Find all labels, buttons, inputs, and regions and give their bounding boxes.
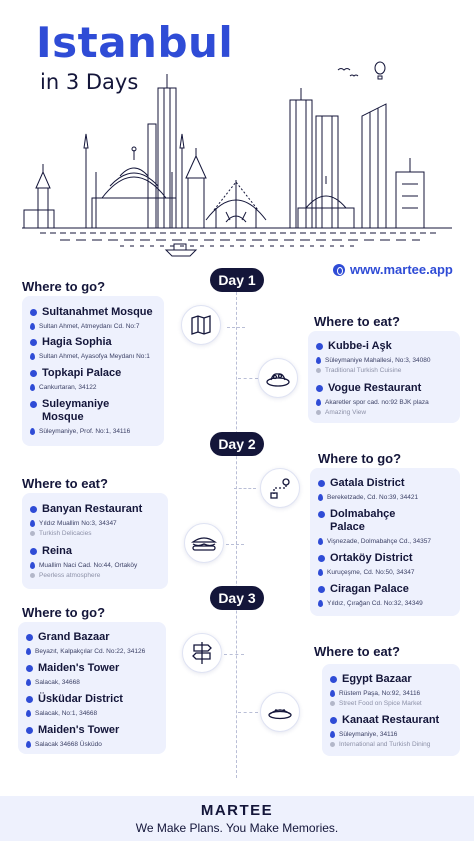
location-pin-icon bbox=[30, 384, 35, 391]
day-3-eat-card bbox=[322, 664, 460, 756]
location-pin-icon bbox=[26, 710, 31, 717]
location-pin-icon bbox=[30, 353, 35, 360]
map-icon-badge bbox=[181, 305, 221, 345]
list-item: Topkapi Palace Cankurtaran, 34122 bbox=[30, 367, 121, 391]
day-3-go-heading: Where to go? bbox=[22, 605, 106, 620]
website-text: www.martee.app bbox=[350, 262, 453, 277]
list-item: Üsküdar District Salacak, No:1, 34668 bbox=[26, 693, 123, 717]
page-title: Istanbul bbox=[36, 18, 234, 67]
sandwich-icon bbox=[191, 533, 217, 553]
footer-brand: MARTEE bbox=[200, 802, 274, 819]
connector-line bbox=[224, 654, 244, 655]
location-pin-icon bbox=[26, 741, 31, 748]
day-1-label: Day 1 bbox=[210, 268, 264, 292]
location-pin-icon bbox=[316, 357, 321, 364]
list-item: Egypt Bazaar Rüstem Paşa, No:92, 34116 Street Food on Spice Market bbox=[330, 673, 422, 707]
day-2-eat-card bbox=[22, 493, 168, 589]
location-pin-icon bbox=[30, 520, 35, 527]
list-item: Grand Bazaar Beyazıt, Kalpakçılar Cd. No:22, 34126 bbox=[26, 631, 145, 655]
location-pin-icon bbox=[330, 731, 335, 738]
day-1-go-heading: Where to go? bbox=[22, 279, 106, 294]
connector-line bbox=[226, 544, 244, 545]
route-icon bbox=[268, 476, 292, 500]
connector-line bbox=[227, 327, 245, 328]
location-pin-icon bbox=[30, 323, 35, 330]
footer-tagline: We Make Plans. You Make Memories. bbox=[135, 821, 339, 835]
list-item: Sultanahmet Mosque Sultan Ahmet, Atmeydanı Cd. No:7 bbox=[30, 306, 153, 330]
sandwich-icon-badge bbox=[184, 523, 224, 563]
footer bbox=[0, 796, 474, 841]
location-pin-icon bbox=[318, 600, 323, 607]
list-item: Kubbe-i Aşk Süleymaniye Mahallesi, No:3, 34080 Traditional Turkish Cuisine bbox=[316, 340, 431, 374]
day-1-go-card bbox=[22, 296, 164, 446]
day-2-go-heading: Where to go? bbox=[318, 451, 402, 466]
day-2-go-card bbox=[310, 468, 460, 616]
location-pin-icon bbox=[330, 690, 335, 697]
location-pin-icon bbox=[318, 538, 323, 545]
list-item: Kanaat Restaurant Süleymaniye, 34116 International and Turkish Dining bbox=[330, 714, 439, 748]
list-item: Ciragan Palace Yıldız, Çırağan Cd. No:32, 34349 bbox=[318, 583, 423, 607]
dish-icon-badge bbox=[260, 692, 300, 732]
location-pin-icon bbox=[316, 399, 321, 406]
location-pin-icon bbox=[26, 648, 31, 655]
day-2-eat-heading: Where to eat? bbox=[22, 476, 108, 491]
day-3-go-card bbox=[18, 622, 166, 754]
day-1-eat-heading: Where to eat? bbox=[314, 314, 400, 329]
signpost-icon-badge bbox=[182, 633, 222, 673]
list-item: Banyan Restaurant Yıldız Muallim No:3, 34347 Turkish Delicacies bbox=[30, 503, 142, 537]
connector-line bbox=[238, 378, 258, 379]
day-3-eat-heading: Where to eat? bbox=[314, 644, 400, 659]
list-item: Dolmabahçe Palace Vişnezade, Dolmabahçe Cd., 34357 bbox=[318, 508, 418, 545]
istanbul-skyline-illustration bbox=[0, 60, 474, 270]
dish-icon bbox=[267, 702, 293, 722]
location-pin-icon bbox=[318, 569, 323, 576]
globe-icon bbox=[333, 264, 345, 276]
connector-line bbox=[238, 712, 258, 713]
food-plate-icon bbox=[265, 367, 291, 389]
list-item: Vogue Restaurant Akaretler spor cad. no:92 BJK plaza Amazing View bbox=[316, 382, 429, 416]
location-pin-icon bbox=[318, 494, 323, 501]
list-item: Reina Muallim Naci Cad. No:44, Ortaköy Peerless atmosphere bbox=[30, 545, 137, 579]
day-2-label: Day 2 bbox=[210, 432, 264, 456]
website-link[interactable] bbox=[333, 262, 453, 277]
list-item: Suleymaniye Mosque Süleymaniye, Prof. No:1, 34116 bbox=[30, 398, 140, 435]
connector-line bbox=[234, 488, 256, 489]
day-3-label: Day 3 bbox=[210, 586, 264, 610]
day-1-eat-card bbox=[308, 331, 460, 423]
route-icon-badge bbox=[260, 468, 300, 508]
location-pin-icon bbox=[26, 679, 31, 686]
food-icon-badge bbox=[258, 358, 298, 398]
list-item: Ortaköy District Kuruçeşme, Cd. No:50, 34347 bbox=[318, 552, 414, 576]
map-icon bbox=[189, 313, 213, 337]
location-pin-icon bbox=[30, 562, 35, 569]
list-item: Maiden's Tower Salacak, 34668 bbox=[26, 662, 119, 686]
timeline-line bbox=[236, 282, 237, 778]
list-item: Gatala District Bereketzade, Cd. No:39, 34421 bbox=[318, 477, 418, 501]
list-item: Maiden's Tower Salacak 34668 Üsküdo bbox=[26, 724, 119, 748]
page-subtitle: in 3 Days bbox=[40, 70, 139, 94]
list-item: Hagia Sophia Sultan Ahmet, Ayasofya Meydanı No:1 bbox=[30, 336, 150, 360]
signpost-icon bbox=[190, 640, 214, 666]
location-pin-icon bbox=[30, 428, 35, 435]
